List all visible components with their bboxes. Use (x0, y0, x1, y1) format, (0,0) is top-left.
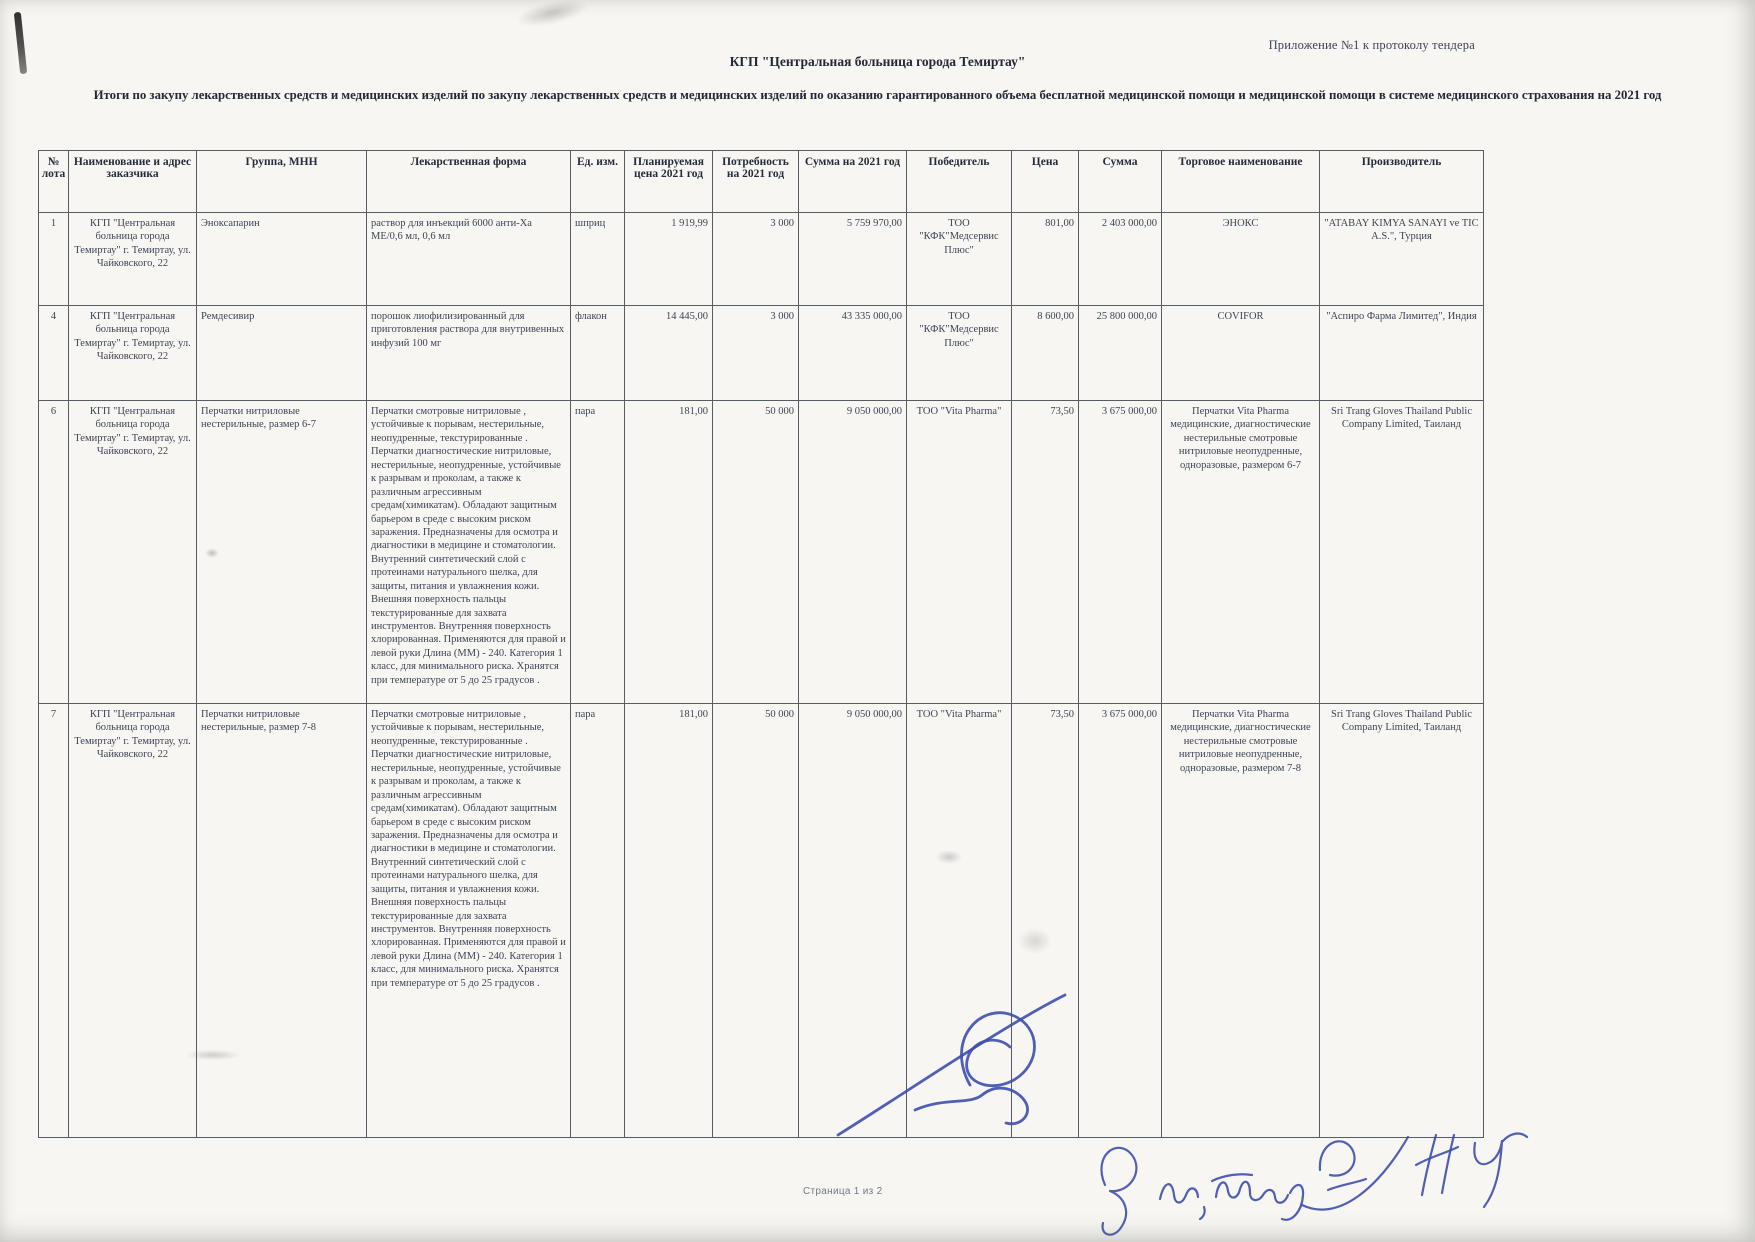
table-cell: раствор для инъекций 6000 анти-Ха МЕ/0,6 мл, 0,6 мл (367, 213, 571, 306)
table-cell: Sri Trang Gloves Thailand Public Company Limited, Таиланд (1320, 401, 1484, 704)
column-header: Победитель (907, 151, 1012, 213)
column-header: Производитель (1320, 151, 1484, 213)
table-cell: 25 800 000,00 (1079, 306, 1162, 401)
table-cell: флакон (571, 306, 625, 401)
table-cell: 9 050 000,00 (799, 401, 907, 704)
column-header: Ед. изм. (571, 151, 625, 213)
table-cell: 801,00 (1012, 213, 1079, 306)
table-cell: 73,50 (1012, 401, 1079, 704)
table-cell: Перчатки Vita Pharma медицинские, диагностические нестерильные смотровые нитриловые неопудренные, одноразовые, размером 6-7 (1162, 401, 1320, 704)
table-cell: 2 403 000,00 (1079, 213, 1162, 306)
table-cell: 7 (39, 704, 69, 1138)
appendix-annotation: Приложение №1 к протоколу тендера (1268, 38, 1475, 52)
table-cell: шприц (571, 213, 625, 306)
table-cell: 9 050 000,00 (799, 704, 907, 1138)
table-cell: 3 675 000,00 (1079, 704, 1162, 1138)
table-cell: COVIFOR (1162, 306, 1320, 401)
column-header: Группа, МНН (197, 151, 367, 213)
table-cell: КГП "Центральная больница города Темиртау" г. Темиртау, ул. Чайковского, 22 (69, 401, 197, 704)
table-cell: 50 000 (713, 401, 799, 704)
table-cell: КГП "Центральная больница города Темиртау" г. Темиртау, ул. Чайковского, 22 (69, 306, 197, 401)
table-cell: 181,00 (625, 704, 713, 1138)
table-row (39, 306, 1484, 401)
signature-small (1101, 1148, 1136, 1235)
column-header: Потребность на 2021 год (713, 151, 799, 213)
signature-initials (1416, 1135, 1458, 1195)
table-cell: ТОО "КФК"Медсервис Плюс" (907, 306, 1012, 401)
table-cell: КГП "Центральная больница города Темиртау" г. Темиртау, ул. Чайковского, 22 (69, 213, 197, 306)
column-header: Торговое наименование (1162, 151, 1320, 213)
table-cell: 5 759 970,00 (799, 213, 907, 306)
column-header: Сумма (1079, 151, 1162, 213)
table-cell: Перчатки нитриловые нестерильные, размер 6-7 (197, 401, 367, 704)
signature-flourish (1302, 1137, 1408, 1210)
column-header: Сумма на 2021 год (799, 151, 907, 213)
table-cell: ТОО "Vita Pharma" (907, 401, 1012, 704)
organization-title: КГП "Центральная больница города Темиртау" (729, 54, 1026, 69)
column-header: Наименование и адрес заказчика (69, 151, 197, 213)
table-cell: "Аспиро Фарма Лимитед", Индия (1320, 306, 1484, 401)
table-cell: 3 000 (713, 306, 799, 401)
table-cell: Перчатки Vita Pharma медицинские, диагностические нестерильные смотровые нитриловые неопудренные, одноразовые, размером 7-8 (1162, 704, 1320, 1138)
table-cell: ТОО "КФК"Медсервис Плюс" (907, 213, 1012, 306)
table-cell: пара (571, 401, 625, 704)
table-cell: 1 (39, 213, 69, 306)
table-cell: ТОО "Vita Pharma" (907, 704, 1012, 1138)
table-cell: Перчатки смотровые нитриловые , устойчивые к порывам, нестерильные, неопудренные, текстурированные . Перчатки диагностические нитриловые, нестерильные, неопудренные, устойчивые к разрывам и проколам, а также к различным агрессивным средам(химикатам). Обладают защитным барьером в среде с высоким риском заражения. Предназначены для осмотра и диагностики в медицине и стоматологии. Внутренний синтетический слой с протеинами натурального шелка, для защиты, питания и увлажнения кожи. Внешняя поверхность пальцы текстурированные для захвата инструментов. Внутренняя поверхность хлорированная. Применяются для правой и левой руки Длина (ММ) - 240. Категория 1 класс, для минимального риска. Хранятся при температуре от 5 до 25 градусов . (367, 704, 571, 1138)
table-cell: "ATABAY KIMYA SANAYI ve TIC A.S.", Турция (1320, 213, 1484, 306)
signature-large (838, 995, 1065, 1135)
signature-handwritten-name (1160, 1174, 1303, 1220)
table-cell: Эноксапарин (197, 213, 367, 306)
table-cell: 1 919,99 (625, 213, 713, 306)
table-cell: 73,50 (1012, 704, 1079, 1138)
table-cell: Ремдесивир (197, 306, 367, 401)
table-cell: 6 (39, 401, 69, 704)
table-cell: 43 335 000,00 (799, 306, 907, 401)
table-cell: 3 675 000,00 (1079, 401, 1162, 704)
table-cell: Перчатки смотровые нитриловые , устойчивые к порывам, нестерильные, неопудренные, текстурированные . Перчатки диагностические нитриловые, нестерильные, неопудренные, устойчивые к разрывам и проколам, а также к различным агрессивным средам(химикатам). Обладают защитным барьером в среде с высоким риском заражения. Предназначены для осмотра и диагностики в медицине и стоматологии. Внутренний синтетический слой с протеинами натурального шелка, для защиты, питания и увлажнения кожи. Внешняя поверхность пальцы текстурированные для захвата инструментов. Внутренняя поверхность хлорированная. Применяются для правой и левой руки Длина (ММ) - 240. Категория 1 класс, для минимального риска. Хранятся при температуре от 5 до 25 градусов . (367, 401, 571, 704)
table-cell: пара (571, 704, 625, 1138)
table-cell: Перчатки нитриловые нестерильные, размер 7-8 (197, 704, 367, 1138)
table-cell: 3 000 (713, 213, 799, 306)
table-cell: порошок лиофилизированный для приготовления раствора для внутривенных инфузий 100 мг (367, 306, 571, 401)
table-cell: 14 445,00 (625, 306, 713, 401)
table-cell: 4 (39, 306, 69, 401)
table-cell: Sri Trang Gloves Thailand Public Company Limited, Таиланд (1320, 704, 1484, 1138)
column-header: № лота (39, 151, 69, 213)
signature-final (1474, 1134, 1527, 1207)
column-header: Цена (1012, 151, 1079, 213)
column-header: Планируемая цена 2021 год (625, 151, 713, 213)
column-header: Лекарственная форма (367, 151, 571, 213)
table-row (39, 401, 1484, 704)
table-cell: КГП "Центральная больница города Темиртау" г. Темиртау, ул. Чайковского, 22 (69, 704, 197, 1138)
document-subtitle: Итоги по закупу лекарственных средств и медицинских изделий по закупу лекарственных средств и медицинских изделий по оказанию гарантированного объема бесплатной медицинской помощи и медицинской помощи в системе медицинского страхования на 2021 год (93, 88, 1662, 102)
table-cell: 181,00 (625, 401, 713, 704)
table-cell: ЭНОКС (1162, 213, 1320, 306)
signatures-overlay (820, 985, 1560, 1242)
table-cell: 50 000 (713, 704, 799, 1138)
table-row (39, 213, 1484, 306)
scan-smudge (514, 0, 591, 31)
table-cell: 8 600,00 (1012, 306, 1079, 401)
table-header-row (39, 151, 1484, 213)
page-number: Страница 1 из 2 (803, 1186, 883, 1197)
